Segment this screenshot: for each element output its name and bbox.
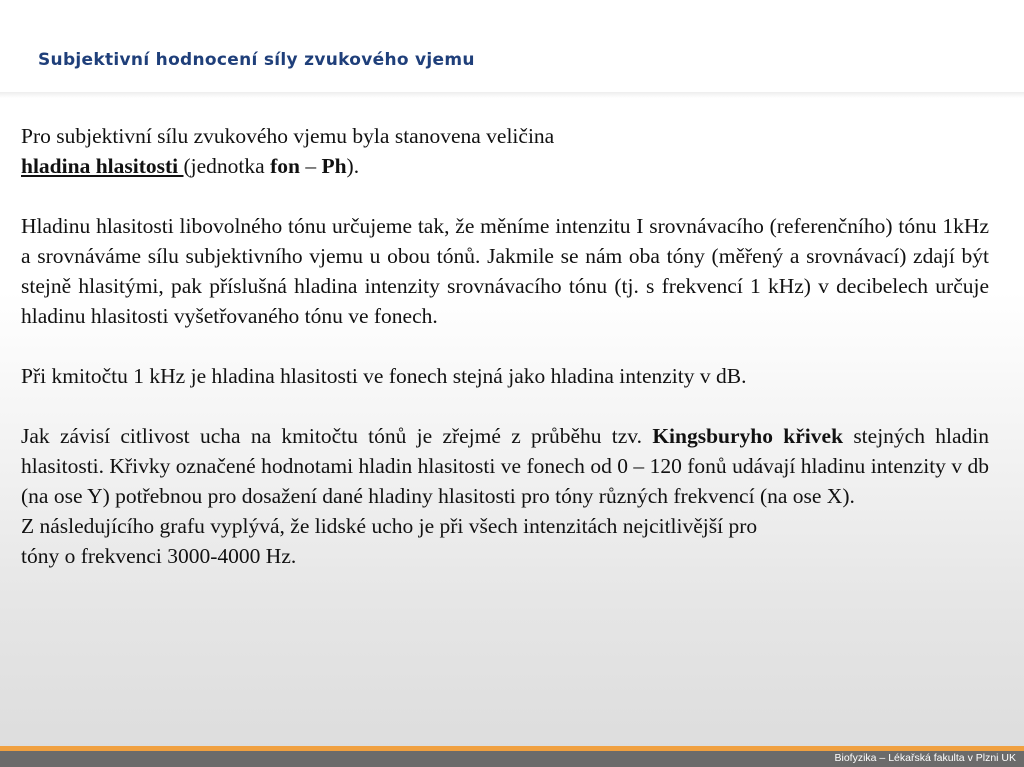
conclusion-line-2: tóny o frekvenci 3000-4000 Hz. — [21, 544, 297, 568]
definition-text-2: – — [299, 154, 322, 178]
definition-line-1: Pro subjektivní sílu zvukového vjemu byla stanovena veličina — [21, 124, 555, 148]
paragraph-spacer — [21, 391, 989, 421]
paragraph-method: Hladinu hlasitosti libovolného tónu určujeme tak, že měníme intenzitu I srovnávacího (referenčního) tónu 1kHz a srovnáváme sílu subjektivního vjemu u obou tónů. Jakmile se nám oba tóny (měřený a srovnávací) zdají být stejně hlasitými, pak příslušná hladina intenzity srovnávacího tónu (tj. s frekvencí 1 kHz) v decibelech určuje hladinu hlasitosti vyšetřovaného tónu ve fonech. — [21, 214, 989, 328]
paragraph-kingsbury — [21, 421, 989, 511]
term-hladina-hlasitosti: hladina hlasitosti — [21, 154, 184, 178]
kingsbury-text-1: Jak závisí citlivost ucha na kmitočtu tónů je zřejmé z průběhu tzv. — [21, 424, 653, 448]
conclusion-line-1: Z následujícího grafu vyplývá, že lidské ucho je při všech intenzitách nejcitlivější pro — [21, 514, 758, 538]
unit-symbol: Ph — [321, 154, 347, 178]
kingsbury-text-2: stejných hladin hlasitosti. Křivky označené hodnotami hladin hlasitosti ve fonech od 0 – 120 fonů udávají hladinu intenzity v db (na ose Y) potřebnou pro dosažení dané hladiny hlasitosti pro tóny různých frekvencí (na ose X). — [21, 424, 989, 508]
definition-text-3: ). — [346, 154, 360, 178]
definition-text-1: (jednotka — [183, 154, 271, 178]
title-divider — [0, 92, 1024, 98]
paragraph-spacer — [21, 331, 989, 361]
slide-content — [21, 121, 989, 571]
kingsbury-term: Kingsburyho křivek — [652, 424, 844, 448]
footer-text: Biofyzika – Lékařská fakulta v Plzni UK — [834, 752, 1016, 764]
unit-name: fon — [270, 154, 300, 178]
paragraph-conclusion — [21, 511, 989, 571]
paragraph-definition — [21, 121, 989, 181]
paragraph-spacer — [21, 181, 989, 211]
paragraph-1khz: Při kmitočtu 1 kHz je hladina hlasitosti ve fonech stejná jako hladina intenzity v dB. — [21, 364, 747, 388]
slide-title: Subjektivní hodnocení síly zvukového vjemu — [38, 50, 475, 70]
footer — [0, 751, 1024, 767]
